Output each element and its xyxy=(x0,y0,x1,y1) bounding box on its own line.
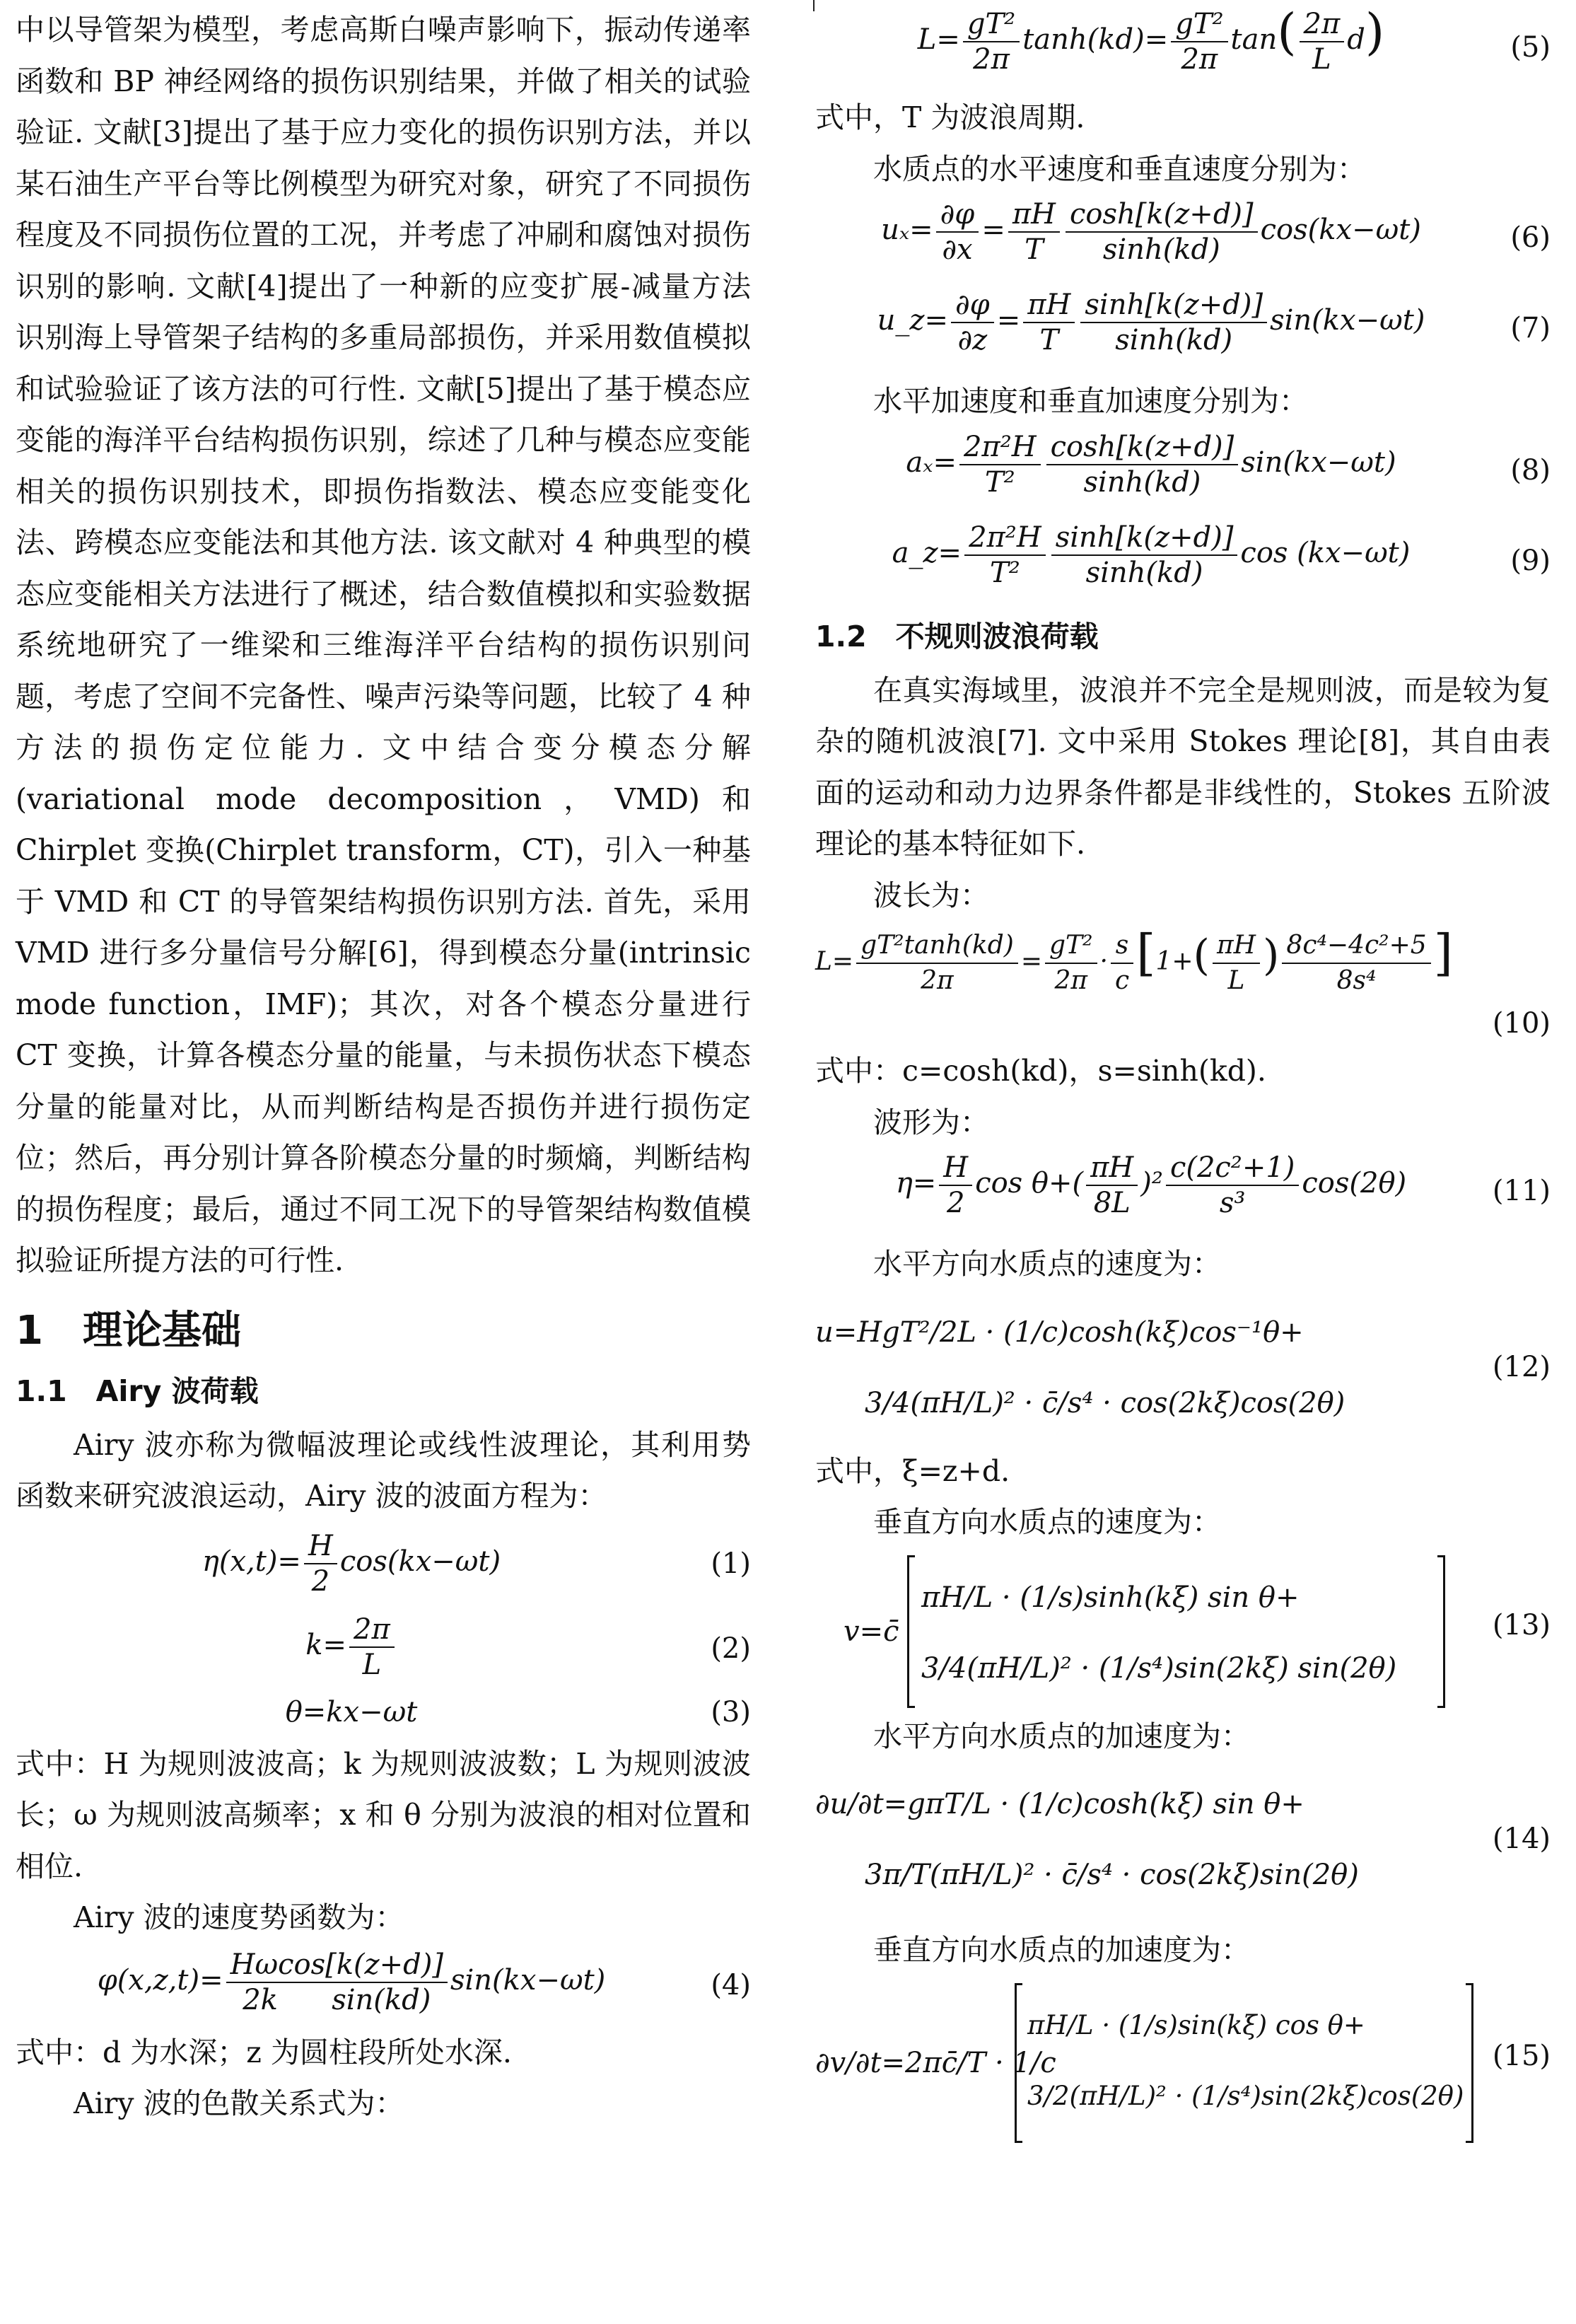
equation-5: L= $\frac{\text{gT²}}{2\pi}$ tanh(kd)= $\frac{\text{gT²}}{2\pi}$ tan( $\frac{2\pi}{L}$ d) (5) xyxy=(917,3,1551,76)
equation-9 xyxy=(815,518,1551,608)
eq15-line1: πH/L · (1/s)sin(kξ) cos θ+ xyxy=(1027,2009,1365,2040)
eq10-d5: 8s⁴ xyxy=(1336,966,1377,995)
eq10-d1: 2π xyxy=(921,966,954,995)
eq7-n3: sinh[k(z+d)] xyxy=(1080,288,1267,323)
accel-intro: 水平加速度和垂直加速度分别为： xyxy=(873,384,1308,418)
symbols-text: 式中：H 为规则波波高；k 为规则波波数；L 为规则波波长；ω 为规则波高频率；x 和 θ 分别为波浪的相对位置和相位. xyxy=(16,1746,751,1883)
eq14-line1: ∂u/∂t=gπT/L · (1/c)cosh(kξ) sin θ+ xyxy=(815,1788,1304,1820)
eq8-number: (8) xyxy=(1510,453,1551,487)
section-1-2-title: 1.2 不规则波浪荷载 xyxy=(815,619,1099,653)
waveform-intro: 波形为： xyxy=(873,1105,989,1139)
eq7-lhs: u_z= xyxy=(877,304,948,337)
equation-13 xyxy=(815,1548,1551,1711)
eq9-lhs: a_z= xyxy=(892,536,962,569)
cs-text: 式中：c=cosh(kd)，s=sinh(kd). xyxy=(815,1054,1266,1088)
eq9-n2: sinh[k(z+d)] xyxy=(1051,521,1238,556)
eq4-den: 2k sin(kd) xyxy=(243,1983,431,2016)
equation-7: u_z= $\frac{\partial\varphi}{\partial z}$ = $\frac{\pi H}{T}$ $\frac{\sinh[k(z+d)]}{\sinh(kd)}$ sin(kx−ωt) (7) xyxy=(877,289,1551,356)
eq13-bracket-right xyxy=(1437,1555,1445,1708)
eq12-line2: 3/4(πH/L)² · c̄/s⁴ · cos(2kξ)cos(2θ) xyxy=(865,1386,1346,1419)
eq10-lhs: L= xyxy=(815,947,854,976)
equation-6: uₓ= $\frac{\partial\varphi}{\partial x}$ = $\frac{\pi H}{T}$ $\frac{\cosh[k(z+d)]}{\sinh(kd)}$ cos(kx−ωt) (6) xyxy=(881,198,1551,266)
eq3-number: (3) xyxy=(711,1695,751,1729)
eq11-number: (11) xyxy=(1492,1175,1551,1207)
eq6-lhs: uₓ= xyxy=(881,214,933,246)
eq9-d2: sinh(kd) xyxy=(1085,556,1203,589)
eq12-number: (12) xyxy=(1492,1350,1551,1383)
eq10-d3: c xyxy=(1114,966,1130,995)
eq13-line2: 3/4(πH/L)² · (1/s⁴)sin(2kξ) sin(2θ) xyxy=(921,1651,1397,1685)
eq14-number: (14) xyxy=(1492,1823,1551,1855)
eq9-rhs: cos (kx−ωt) xyxy=(1240,536,1411,569)
equation-8 xyxy=(815,427,1551,518)
xi-text: 式中，ξ=z+d. xyxy=(815,1453,1010,1488)
eq4-number: (4) xyxy=(711,1968,751,2001)
equation-15 xyxy=(815,1976,1551,2146)
eq4-rhs: sin(kx−ωt) xyxy=(450,1963,606,1997)
eq2-den: L xyxy=(362,1648,382,1681)
hacc-intro: 水平方向水质点的加速度为： xyxy=(873,1719,1250,1753)
eq5-tan: tan xyxy=(1230,23,1278,56)
eq11-lhs: η= xyxy=(895,1167,937,1199)
eq13-number: (13) xyxy=(1492,1608,1551,1642)
eq11-mid: cos θ+( xyxy=(975,1167,1084,1199)
eq5-n1: gT² xyxy=(963,7,1020,42)
hvel-intro: 水平方向水质点的速度为： xyxy=(873,1247,1221,1281)
eq13-bracket-left xyxy=(907,1555,915,1708)
eq11-n3: c(2c²+1) xyxy=(1166,1151,1299,1186)
eq15-line2: 3/2(πH/L)² · (1/s⁴)sin(2kξ)cos(2θ) xyxy=(1027,2080,1464,2111)
eq7-n1: ∂φ xyxy=(951,288,994,323)
irregular-text: 在真实海域里，波浪并不完全是规则波，而是较为复杂的随机波浪[7]. 文中采用 Stokes 理论[8]，其自由表面的运动和动力边界条件都是非线性的，Stokes 五阶波理论的基本特征如下. xyxy=(815,673,1551,861)
velocity-intro: 水质点的水平速度和垂直速度分别为： xyxy=(873,151,1366,186)
eq1-den: 2 xyxy=(311,1564,330,1598)
eq7-n2: πH xyxy=(1023,288,1075,323)
eq8-d2: sinh(kd) xyxy=(1083,465,1201,499)
eq15-lhs: ∂v/∂t=2πc̄/T · 1/c xyxy=(815,2046,1056,2079)
eq12-line1: u=HgT²/2L · (1/c)cosh(kξ)cos⁻¹θ+ xyxy=(815,1315,1304,1349)
eq2-number: (2) xyxy=(711,1632,751,1665)
potential-intro: Airy 波的速度势函数为： xyxy=(74,1900,404,1934)
eq6-n2: πH xyxy=(1008,197,1060,233)
eq11-n1: H xyxy=(939,1151,972,1186)
airy-intro: Airy 波亦称为微幅波理论或线性波理论，其利用势函数来研究波浪运动，Airy 波的波面方程为： xyxy=(16,1427,751,1513)
eq7-d3: sinh(kd) xyxy=(1115,324,1233,356)
eq4-lhs: φ(x,z,t)= xyxy=(97,1963,223,1997)
eq10-d2: 2π xyxy=(1054,966,1088,995)
eq5-d1: 2π xyxy=(973,43,1010,76)
eq5-n2: gT² xyxy=(1171,7,1227,42)
eq5-n3: 2π xyxy=(1300,7,1345,42)
depth-text: 式中：d 为水深；z 为圆柱段所处水深. xyxy=(16,2035,512,2069)
equation-11 xyxy=(815,1148,1551,1238)
eq11-d1: 2 xyxy=(947,1187,965,1219)
eq6-number: (6) xyxy=(1510,221,1551,254)
eq11-rhs: cos(2θ) xyxy=(1302,1167,1407,1199)
section-1-1-title: 1.1 Airy 波荷载 xyxy=(16,1373,259,1408)
eq5-lhs: L= xyxy=(917,23,960,56)
eq2-lhs: k= xyxy=(305,1628,346,1661)
section-1-title: 1 理论基础 xyxy=(16,1307,241,1354)
equation-3 xyxy=(16,1692,751,1738)
eq5-number: (5) xyxy=(1510,31,1551,64)
eq11-d2: 8L xyxy=(1093,1187,1131,1219)
column-divider xyxy=(813,0,815,11)
eq11-d3: s³ xyxy=(1219,1187,1246,1219)
eq15-bracket-left xyxy=(1015,1983,1022,2143)
eq10-number: (10) xyxy=(1492,1007,1551,1040)
eq1-lhs: η(x,t)= xyxy=(202,1545,301,1578)
eq14-line2: 3π/T(πH/L)² · c̄/s⁴ · cos(2kξ)sin(2θ) xyxy=(865,1859,1359,1891)
eq6-d1: ∂x xyxy=(942,233,973,266)
eq8-lhs: aₓ= xyxy=(906,446,957,479)
eq10-br: 1+ xyxy=(1155,947,1193,976)
eq7-d1: ∂z xyxy=(957,324,988,356)
eq13-line1: πH/L · (1/s)sinh(kξ) sin θ+ xyxy=(921,1581,1300,1614)
eq11-n2: πH xyxy=(1086,1151,1138,1186)
eq10-d4: L xyxy=(1227,966,1245,995)
intro-paragraph: 中以导管架为模型，考虑高斯白噪声影响下，振动传递率函数和 BP 神经网络的损伤识别结果，并做了相关的试验验证. 文献[3]提出了基于应力变化的损伤识别方法，并以某石油生产平台等比例模型为研究对象，研究了不同损伤程度及不同损伤位置的工况，并考虑了冲刷和腐蚀对损伤识别的影响. 文献[4]提出了一种新的应变扩展-减量方法识别海上导管架子结构的多重局部损伤，并采用数值模拟和试验验证了该方法的可行性. 文献[5]提出了基于模态应变能的海洋平台结构损伤识别，综述了几种与模态应变能相关的损伤识别技术，即损伤指数法、模态应变能变化法、跨模态应变能法和其他方法. 该文献对 4 种典型的模态应变能相关方法进行了概述，结合数值模拟和实验数据系统地研究了一维梁和三维海洋平台结构的损伤识别问题，考虑了空间不完备性、噪声污染等问题，比较了 4 种方法的损伤定位能力. 文中结合变分模态分解(variational mode decomposition，VMD)和 Chirplet 变换(Chirplet transform，CT)，引入一种基于 VMD 和 CT 的导管架结构损伤识别方法. 首先，采用 VMD 进行多分量信号分解[6]，得到模态分量(intrinsic mode function，IMF)；其次，对各个模态分量进行 CT 变换，计算各模态分量的能量，与未损伤状态下模态分量的能量对比，从而判断结构是否损伤并进行损伤定位；然后，再分别计算各阶模态分量的时频熵，判断结构的损伤程度；最后，通过不同工况下的导管架结构数值模拟验证所提方法的可行性. xyxy=(16,13,751,1277)
eq8-rhs: sin(kx−ωt) xyxy=(1241,446,1396,479)
eq1-num: H xyxy=(304,1529,337,1564)
eq3-body: θ=kx−ωt xyxy=(285,1695,418,1729)
dispersion-intro: Airy 波的色散关系式为： xyxy=(74,2086,404,2120)
eq9-d1: T² xyxy=(990,556,1020,589)
eq1-rhs: cos(kx−ωt) xyxy=(339,1545,501,1578)
eq7-number: (7) xyxy=(1510,312,1551,344)
equation-1 xyxy=(16,1522,751,1607)
equation-2 xyxy=(16,1607,751,1692)
eq6-d2: T xyxy=(1025,233,1044,266)
eq8-n1: 2π²H xyxy=(959,430,1041,465)
eq11-pow: )² xyxy=(1140,1167,1163,1199)
eq8-d1: T² xyxy=(984,465,1015,499)
eq6-rhs: cos(kx−ωt) xyxy=(1260,214,1421,246)
right-column xyxy=(815,0,1551,2146)
eq7-rhs: sin(kx−ωt) xyxy=(1270,304,1425,337)
equation-12 xyxy=(815,1290,1551,1446)
eq6-n1: ∂φ xyxy=(936,197,979,233)
eq15-bracket-right xyxy=(1466,1983,1473,2143)
eq15-number: (15) xyxy=(1492,2039,1551,2072)
eq9-number: (9) xyxy=(1510,544,1551,577)
eq9-n1: 2π²H xyxy=(964,521,1046,556)
eq2-num: 2π xyxy=(349,1613,395,1648)
eq4-num: Hωcos[k(z+d)] xyxy=(226,1948,448,1983)
eq10-n2: gT² xyxy=(1045,929,1097,964)
eq10-n5: 8c⁴−4c²+5 xyxy=(1282,929,1430,964)
eq10-dot: · xyxy=(1099,947,1108,976)
wavelength-intro: 波长为： xyxy=(873,878,989,912)
equation-10: L= $\frac{\text{gT²tanh(kd)}}{2\pi}$ = $\frac{\text{gT²}}{2\pi}$ · $\frac{s}{c}$ [1+( $\frac{\pi H}{L}$ ) $\frac{\text{8c⁴−4c²+5}}{\text{8s⁴}}$ ] (10) xyxy=(815,924,1551,1040)
equation-4 xyxy=(16,1944,751,2027)
eq5-end: d xyxy=(1347,23,1365,56)
eq5-d3: L xyxy=(1312,43,1331,76)
vvel-intro: 垂直方向水质点的速度为： xyxy=(873,1505,1221,1539)
eq10-n4: πH xyxy=(1213,929,1260,964)
eq5-d2: 2π xyxy=(1181,43,1218,76)
eq13-lhs: v=c̄ xyxy=(844,1615,899,1648)
eq7-d2: T xyxy=(1039,324,1059,356)
period-text: 式中，T 为波浪周期. xyxy=(815,100,1085,134)
eq6-d3: sinh(kd) xyxy=(1102,233,1220,266)
eq10-n3: s xyxy=(1111,929,1133,964)
equation-14 xyxy=(815,1762,1551,1924)
vacc-intro: 垂直方向水质点的加速度为： xyxy=(873,1933,1250,1967)
eq8-n2: cosh[k(z+d)] xyxy=(1046,430,1239,465)
left-column xyxy=(16,0,751,2130)
eq6-n3: cosh[k(z+d)] xyxy=(1066,197,1258,233)
eq10-n1: gT²tanh(kd) xyxy=(856,929,1018,964)
eq1-number: (1) xyxy=(711,1547,751,1580)
eq5-mid: tanh(kd)= xyxy=(1022,23,1169,56)
